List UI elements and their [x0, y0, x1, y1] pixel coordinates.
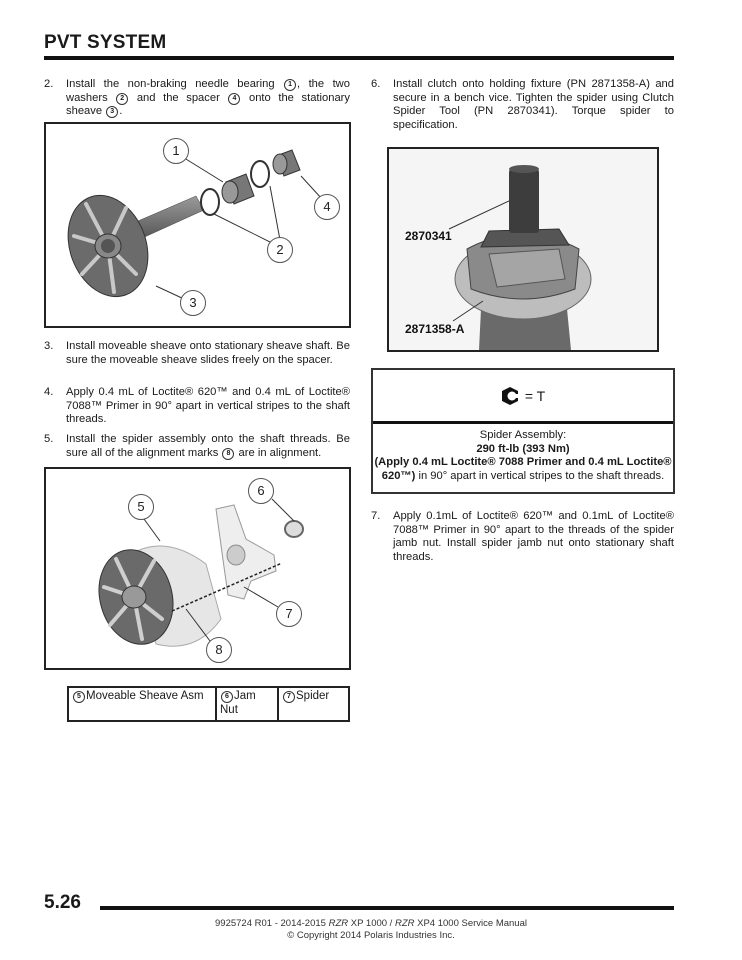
step-7 [371, 510, 674, 564]
callout-7: 7 [276, 601, 302, 627]
ref-circle: 5 [73, 691, 85, 703]
step-text: Install the non-braking needle bearing 1 , the two washers 2 and the spacer 4 onto the stationary sheave 3 . [66, 78, 350, 118]
copyright: © Copyright 2014 Polaris Industries Inc. [287, 929, 455, 941]
callout-1: 1 [163, 138, 189, 164]
step-2 [44, 78, 350, 119]
legend-cell: 5 Moveable Sheave Asm [68, 687, 216, 721]
spider-assembly-illustration [46, 469, 349, 668]
step-number: 3. [44, 340, 54, 352]
fixture-label: 2871358-A [405, 322, 465, 336]
page-number: 5.26 [44, 892, 81, 913]
step-text: Install moveable sheave onto stationary sheave shaft. Be sure the moveable sheave slides freely on the spacer. [66, 340, 350, 366]
step-3 [44, 340, 350, 367]
step-4 [44, 386, 350, 427]
parts-legend-table [67, 686, 350, 722]
ref-circle: 7 [283, 691, 295, 703]
manual-title: 9925724 R01 - 2014-2015 RZR XP 1000 / RZR XP4 1000 Service Manual [215, 918, 527, 929]
figure-sheave-exploded [44, 122, 351, 328]
torque-value: 290 ft-lb (393 Nm) [476, 442, 570, 455]
photo-clutch-in-fixture [387, 147, 659, 352]
callout-5: 5 [128, 494, 154, 520]
torque-note: (Apply 0.4 mL Loctite® 7088 Primer and 0.4 mL Loctite® 620™) in 90° apart in vertical stripes to the shaft threads. [374, 456, 672, 482]
callout-3: 3 [180, 290, 206, 316]
step-text: Install clutch onto holding fixture (PN 2871358-A) and secure in a bench vice. Tighten the spider using Clutch Spider Tool (PN 2870341). Torque spider to specification. [393, 78, 674, 131]
legend-cell: 7 Spider [278, 687, 349, 721]
callout-8: 8 [206, 637, 232, 663]
footer-text [0, 918, 742, 941]
header-rule [44, 56, 674, 60]
step-text: Apply 0.4 mL of Loctite® 620™ and 0.4 mL of Loctite® 7088™ Primer in 90° apart in vertical stripes to the shaft threads. [66, 386, 350, 426]
ref-circle: 8 [222, 448, 234, 460]
torque-spec-text [373, 424, 673, 483]
footer-rule [100, 906, 674, 910]
step-number: 4. [44, 386, 54, 398]
callout-2: 2 [267, 237, 293, 263]
clutch-tool-photo [389, 149, 657, 350]
callout-6: 6 [248, 478, 274, 504]
step-number: 6. [371, 78, 381, 90]
ref-circle: 1 [284, 79, 296, 91]
step-number: 7. [371, 510, 381, 522]
torque-wrench-icon [501, 386, 519, 406]
step-text: Apply 0.1mL of Loctite® 620™ and 0.1mL of Loctite® 7088™ Primer in 90° apart to the threads of the spider jamb nut. Install spider jamb nut onto stationary shaft threads. [393, 510, 674, 563]
step-text: Install the spider assembly onto the shaft threads. Be sure all of the alignment marks 8 are in alignment. [66, 433, 350, 459]
torque-symbol-row [373, 370, 673, 424]
ref-circle: 3 [106, 106, 118, 118]
step-5 [44, 433, 350, 460]
torque-spec-box [371, 368, 675, 494]
step-number: 2. [44, 78, 54, 90]
ref-circle: 6 [221, 691, 233, 703]
torque-symbol-text: = T [524, 387, 546, 404]
ref-circle: 4 [228, 93, 240, 105]
callout-4: 4 [314, 194, 340, 220]
legend-cell: 6 Jam Nut [216, 687, 278, 721]
page-title: PVT SYSTEM [44, 32, 167, 53]
figure-spider-alignment [44, 467, 351, 670]
ref-circle: 2 [116, 93, 128, 105]
tool-label: 2870341 [405, 229, 452, 243]
step-number: 5. [44, 433, 54, 445]
torque-heading: Spider Assembly: [479, 429, 567, 441]
step-6 [371, 78, 674, 132]
